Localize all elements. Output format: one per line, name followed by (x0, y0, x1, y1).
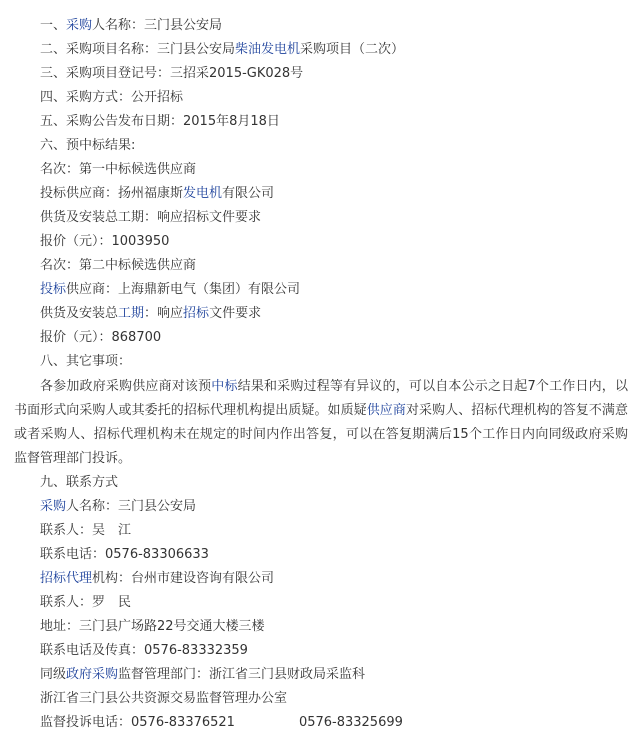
result-1-supplier (40, 182, 274, 206)
section-text: 监督管理部门：浙江省三门县财政局采监科 (118, 667, 366, 682)
keyword-link[interactable]: 中标 (211, 379, 238, 394)
contact-agency (40, 567, 274, 591)
section-text: 有限公司 (222, 186, 275, 201)
result-1-rank: 名次：第一中标候选供应商 (40, 162, 197, 177)
contact-person-1: 联系人：吴 江 (40, 523, 132, 538)
contact-complaint-phone (40, 711, 403, 735)
section-text: 人名称：三门县公安局 (92, 18, 223, 33)
section-registration-number: 三、采购项目登记号：三招采2015-GK028号 (40, 66, 304, 81)
section-text: 供货及安装总 (40, 306, 119, 321)
result-2-rank: 名次：第二中标候选供应商 (40, 258, 197, 273)
keyword-link[interactable]: 政府采购 (66, 667, 119, 682)
keyword-link[interactable]: 招标 (40, 571, 67, 586)
section-procurement-method: 四、采购方式：公开招标 (40, 90, 184, 105)
paragraph-text: 对采购人、招标代理机构的答复不满意或者采购人、招标代理机构未在规定的时间内作出答复，可以在答复期满后15个工作日内向同级政府采购监督管理部门投诉。 (14, 403, 628, 466)
result-1-period: 供货及安装总工期：响应招标文件要求 (40, 210, 262, 225)
section-text: 采购项目（二次） (300, 42, 405, 57)
section-project-name (40, 38, 404, 62)
section-other-matters: 八、其它事项： (40, 354, 132, 369)
phone-number: 0576-83325699 (298, 715, 403, 730)
contact-address: 地址：三门县广场路22号交通大楼三楼 (40, 619, 265, 634)
contact-phone-1: 联系电话：0576-83306633 (40, 547, 209, 562)
result-2-price: 报价（元）：868700 (40, 330, 162, 345)
section-pre-award-results: 六、预中标结果: (40, 138, 136, 153)
section-contact-info: 九、联系方式 (40, 475, 119, 490)
keyword-link[interactable]: 工期 (118, 306, 145, 321)
paragraph-text: 结果和采购过程等有异议的，可以自本公示之日起7个工作日内，以书面形式向采购人或其委托的招标代理机构提出质疑。如质疑 (14, 379, 628, 418)
result-2-period (40, 302, 261, 326)
section-text: 同级 (40, 667, 67, 682)
section-number: 一、 (40, 18, 67, 33)
section-text: ：响应 (144, 306, 184, 321)
result-2-supplier (40, 278, 300, 302)
phone-number: 监督投诉电话：0576-83376521 (40, 715, 235, 730)
section-publish-date: 五、采购公告发布日期：2015年8月18日 (40, 114, 280, 129)
contact-supervisor (40, 663, 365, 687)
keyword-link[interactable]: 发电机 (183, 186, 223, 201)
objection-paragraph (14, 375, 628, 471)
paragraph-text: 各参加政府采购供应商对该预 (40, 379, 212, 394)
section-text: 二、采购项目名称：三门县公安局 (40, 42, 236, 57)
section-text: 人名称：三门县公安局 (66, 499, 197, 514)
keyword-link[interactable]: 采购 (40, 499, 67, 514)
keyword-link[interactable]: 招标 (183, 306, 210, 321)
keyword-link[interactable]: 投标 (40, 282, 67, 297)
section-purchaser-name (40, 14, 222, 38)
keyword-link[interactable]: 柴油发电机 (235, 42, 301, 57)
section-text: 文件要求 (209, 306, 262, 321)
section-text: 投标供应商：扬州福康斯 (40, 186, 184, 201)
keyword-link[interactable]: 供应商 (366, 403, 406, 418)
keyword-link[interactable]: 代理 (66, 571, 93, 586)
contact-purchaser-name (40, 495, 196, 519)
result-1-price: 报价（元）：1003950 (40, 234, 170, 249)
contact-phone-fax: 联系电话及传真：0576-83332359 (40, 643, 248, 658)
contact-person-2: 联系人：罗 民 (40, 595, 132, 610)
section-text: 供应商：上海鼎新电气（集团）有限公司 (66, 282, 301, 297)
keyword-link[interactable]: 采购 (66, 18, 93, 33)
contact-office: 浙江省三门县公共资源交易监督管理办公室 (40, 691, 288, 706)
section-text: 机构：台州市建设咨询有限公司 (92, 571, 275, 586)
